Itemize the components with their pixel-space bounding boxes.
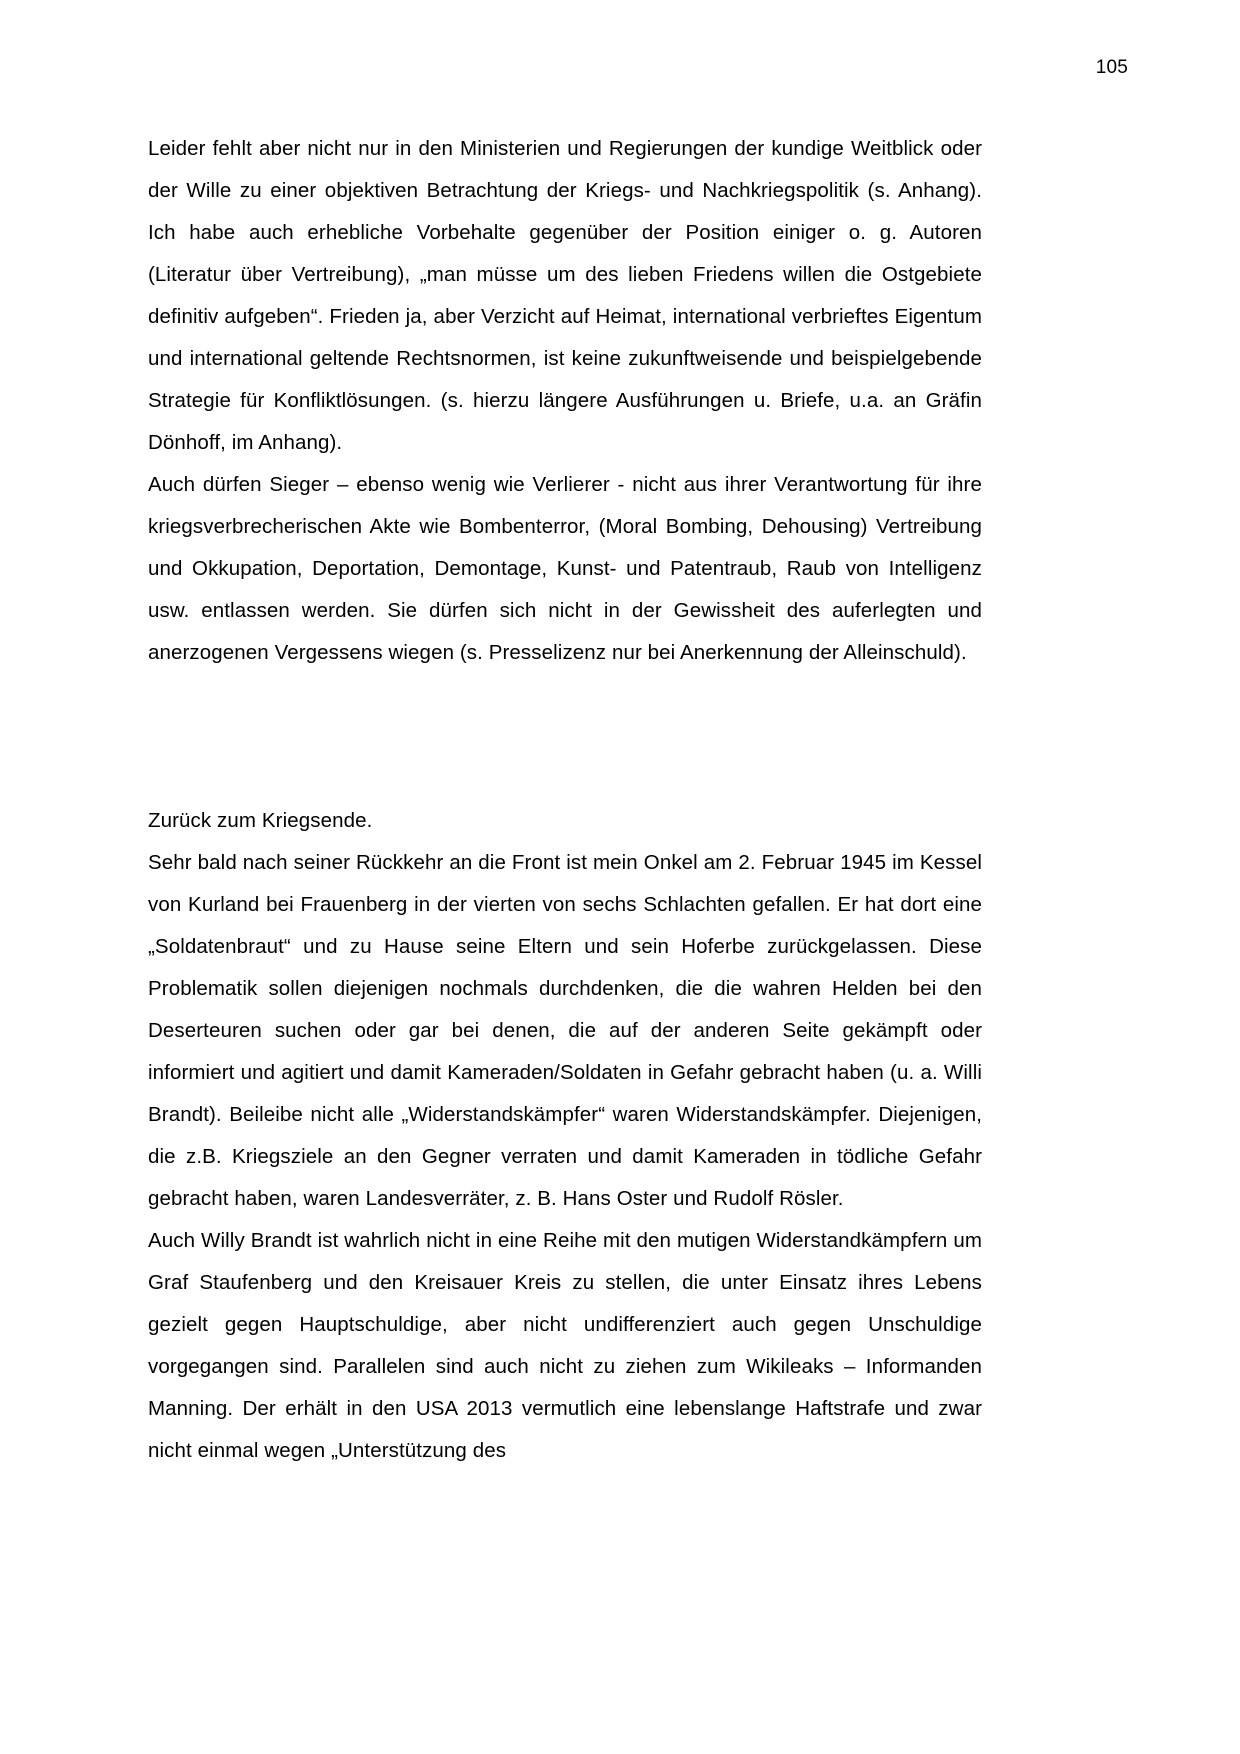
paragraph-onkel-kurland: Sehr bald nach seiner Rückkehr an die Front ist mein Onkel am 2. Februar 1945 im Kessel von Kurland bei Frauenberg in der vierten von sechs Schlachten gefallen. Er hat dort eine „Soldatenbraut“ und zu Hause seine Eltern und sein Hoferbe zurückgelassen. Diese Problematik sollen diejenigen nochmals durchdenken, die die wahren Helden bei den Deserteuren suchen oder gar bei denen, die auf der anderen Seite gekämpft oder informiert und agitiert und damit Kameraden/Soldaten in Gefahr gebracht haben (u. a. Willi Brandt). Beileibe nicht alle „Widerstandskämpfer“ waren Widerstandskämpfer. Diejenigen, die z.B. Kriegsziele an den Gegner verraten und damit Kameraden in tödliche Gefahr gebracht haben, waren Landesverräter, z. B. Hans Oster und Rudolf Rösler. [148, 851, 982, 1210]
paragraph-willy-brandt: Auch Willy Brandt ist wahrlich nicht in eine Reihe mit den mutigen Widerstandkämpfern um Graf Staufenberg und den Kreisauer Kreis zu stellen, die unter Einsatz ihres Lebens gezielt gegen Hauptschuldige, aber nicht undifferenziert auch gegen Unschuldige vorgegangen sind. Parallelen sind auch nicht zu ziehen zum Wikileaks – Informanden Manning. Der erhält in den USA 2013 vermutlich eine lebenslange Haftstrafe und zwar nicht einmal wegen „Unterstützung des [148, 1229, 982, 1462]
paragraph-ministerien: Leider fehlt aber nicht nur in den Ministerien und Regierungen der kundige Weitblick oder der Wille zu einer objektiven Betrachtung der Kriegs- und Nachkriegspolitik (s. Anhang). Ich habe auch erhebliche Vorbehalte gegenüber der Position einiger o. g. Autoren (Literatur über Vertreibung), „man müsse um des lieben Friedens willen die Ostgebiete definitiv aufgeben“. Frieden ja, aber Verzicht auf Heimat, international verbrieftes Eigentum und international geltende Rechtsnormen, ist keine zukunftweisende und beispielgebende Strategie für Konfliktlösungen. (s. hierzu längere Ausführungen u. Briefe, u.a. an Gräfin Dönhoff, im Anhang). [148, 137, 982, 454]
paragraph-zurueck-zum-kriegsende: Zurück zum Kriegsende. [148, 809, 373, 832]
paragraph-sieger-verlierer: Auch dürfen Sieger – ebenso wenig wie Verlierer - nicht aus ihrer Verantwortung für ihre kriegsverbrecherischen Akte wie Bombenterror, (Moral Bombing, Dehousing) Vertreibung und Okkupation, Deportation, Demontage, Kunst- und Patentraub, Raub von Intelligenz usw. entlassen werden. Sie dürfen sich nicht in der Gewissheit des auferlegten und anerzogenen Vergessens wiegen (s. Presselizenz nur bei Anerkennung der Alleinschuld). [148, 473, 982, 664]
paragraph-spacer [148, 674, 982, 800]
page-body [148, 128, 982, 1472]
page-number: 105 [1095, 57, 1128, 78]
